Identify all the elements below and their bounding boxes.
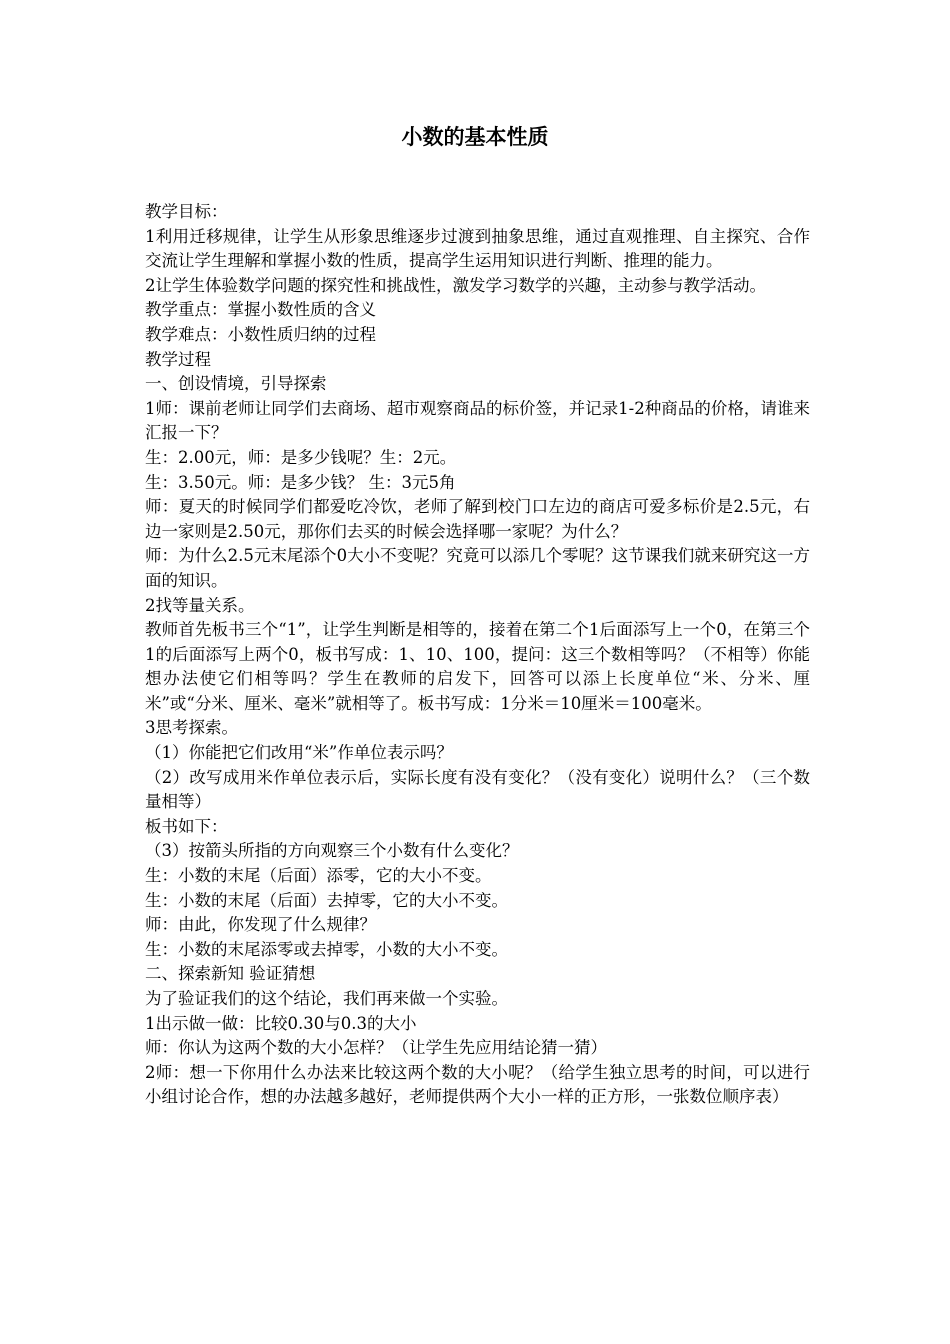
paragraph: 生：3.50元。师：是多少钱？ 生：3元5角 — [145, 472, 456, 492]
paragraph: 2师：想一下你用什么办法来比较这两个数的大小呢？（给学生独立思考的时间，可以进行小组讨论合作，想的办法越多越好，老师提供两个大小一样的正方形，一张数位顺序表） — [145, 1062, 810, 1107]
paragraph: 教学难点：小数性质归纳的过程 — [145, 324, 376, 344]
paragraph: 二、探索新知 验证猜想 — [145, 964, 316, 984]
paragraph: 师：夏天的时候同学们都爱吃冷饮，老师了解到校门口左边的商店可爱多标价是2.5元，右边一家则是2.50元，那你们去买的时候会选择哪一家呢？为什么？ — [145, 497, 810, 541]
paragraph: 2找等量关系。 — [145, 595, 255, 615]
paragraph: 一、创设情境，引导探索 — [145, 374, 327, 394]
paragraph: 生：小数的末尾（后面）添零，它的大小不变。 — [145, 866, 492, 886]
document-body — [145, 200, 810, 1110]
paragraph: 教学过程 — [145, 349, 211, 369]
paragraph: 2让学生体验数学问题的探究性和挑战性，激发学习数学的兴趣，主动参与教学活动。 — [145, 275, 766, 295]
document-title: 小数的基本性质 — [401, 125, 549, 149]
paragraph: 3思考探索。 — [145, 718, 238, 738]
paragraph: 师：由此，你发现了什么规律？ — [145, 915, 376, 935]
paragraph: 1利用迁移规律，让学生从形象思维逐步过渡到抽象思维，通过直观推理、自主探究、合作交流让学生理解和掌握小数的性质，提高学生运用知识进行判断、推理的能力。 — [145, 226, 810, 271]
paragraph: 1师：课前老师让同学们去商场、超市观察商品的标价签，并记录1-2种商品的价格，请谁来汇报一下？ — [145, 398, 810, 443]
paragraph: 师：你认为这两个数的大小怎样？（让学生先应用结论猜一猜） — [145, 1038, 607, 1058]
paragraph: 为了验证我们的这个结论，我们再来做一个实验。 — [145, 989, 508, 1008]
paragraph: 教学重点：掌握小数性质的含义 — [145, 300, 376, 320]
paragraph: 师：为什么2.5元末尾添个0大小不变呢？究竟可以添几个零呢？这节课我们就来研究这一方面的知识。 — [145, 546, 810, 590]
paragraph: 生：小数的末尾添零或去掉零，小数的大小不变。 — [145, 939, 508, 959]
paragraph: （3）按箭头所指的方向观察三个小数有什么变化？ — [145, 841, 519, 861]
paragraph: 生：2.00元，师：是多少钱呢？生：2元。 — [145, 447, 457, 467]
paragraph: 教师首先板书三个“1”，让学生判断是相等的，接着在第二个1后面添写上一个0，在第三个1的后面添写上两个0，板书写成：1、10、100，提问：这三个数相等吗？（不相等）你能想办法使它们相等吗？学生在教师的启发下，回答可以添上长度单位“米、分米、厘米”或“分米、厘米、毫米”就相等了。板书写成：1分米＝10厘米＝100毫米。 — [145, 620, 810, 713]
paragraph: 板书如下： — [145, 816, 228, 836]
paragraph: 生：小数的末尾（后面）去掉零，它的大小不变。 — [145, 890, 508, 910]
paragraph: （1）你能把它们改用“米”作单位表示吗？ — [145, 743, 453, 763]
paragraph: 教学目标： — [145, 202, 228, 221]
paragraph: （2）改写成用米作单位表示后，实际长度有没有变化？（没有变化）说明什么？（三个数量相等） — [145, 767, 810, 812]
paragraph: 1出示做一做：比较0.30与0.3的大小 — [145, 1013, 417, 1033]
